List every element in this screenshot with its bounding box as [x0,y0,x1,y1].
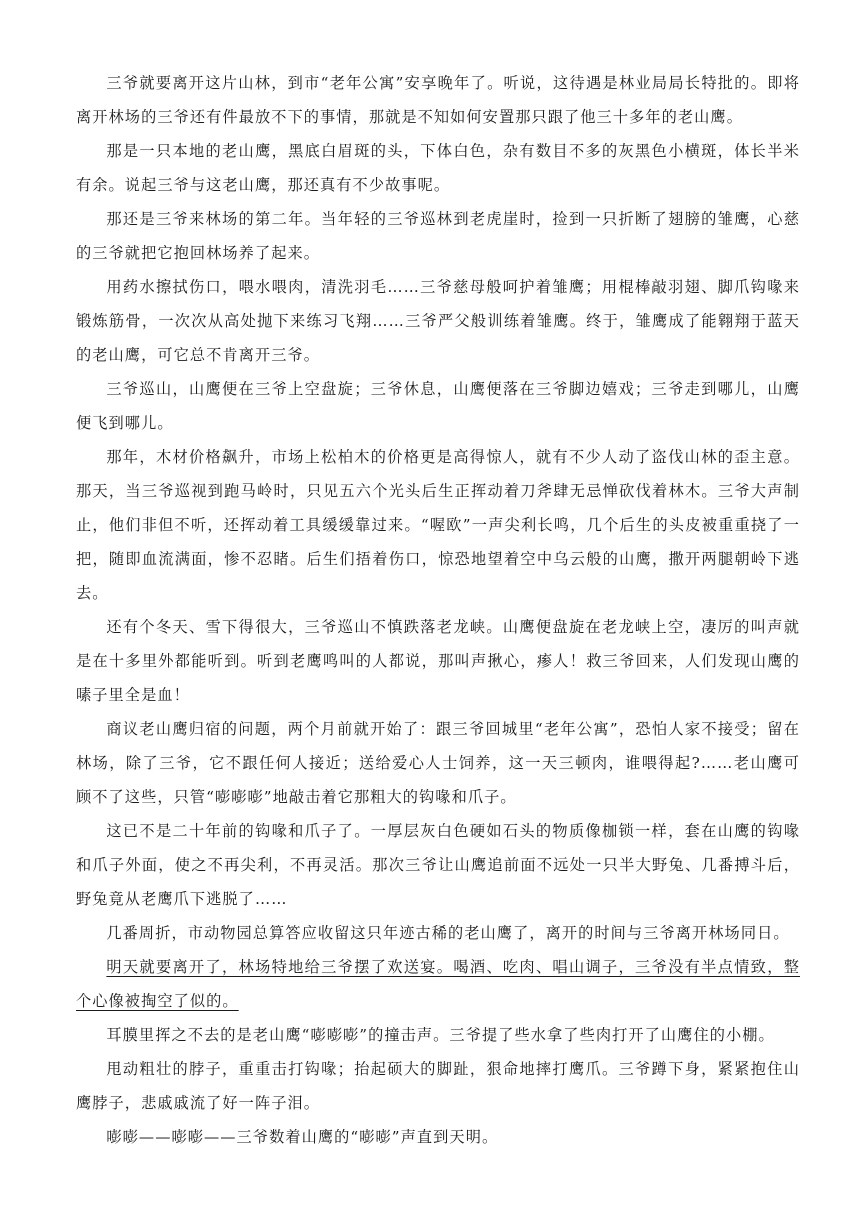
paragraph-13: 甩动粗壮的脖子，重重击打钩喙；抬起硕大的脚趾，狠命地摔打鹰爪。三爷蹲下身，紧紧抱住山鹰脖子，悲戚戚流了好一阵子泪。 [76,1060,800,1112]
paragraph-3: 那还是三爷来林场的第二年。当年轻的三爷巡林到老虎崖时，捡到一只折断了翅膀的雏鹰，心慈的三爷就把它抱回林场养了起来。 [76,210,800,262]
paragraph-9: 这已不是二十年前的钩喙和爪子了。一厚层灰白色硬如石头的物质像枷锁一样，套在山鹰的钩喙和爪子外面，使之不再尖利，不再灵活。那次三爷让山鹰追前面不远处一只半大野兔、几番搏斗后，野兔竟从老鹰爪下逃脱了…… [76,822,800,908]
paragraph-7: 还有个冬天、雪下得很大，三爷巡山不慎跌落老龙峡。山鹰便盘旋在老龙峡上空，凄厉的叫声就是在十多里外都能听到。听到老鹰鸣叫的人都说，那叫声揪心，瘆人！救三爷回来，人们发现山鹰的嗉子里全是血！ [76,618,800,704]
paragraph-1: 三爷就要离开这片山林，到市“老年公寓”安享晚年了。听说，这待遇是林业局局长特批的。即将离开林场的三爷还有件最放不下的事情，那就是不知如何安置那只跟了他三十多年的老山鹰。 [76,74,800,126]
paragraph-6: 那年，木材价格飙升，市场上松柏木的价格更是高得惊人，就有不少人动了盗伐山林的歪主意。那天，当三爷巡视到跑马岭时，只见五六个光头后生正挥动着刀斧肆无忌惮砍伐着林木。三爷大声制止，他们非但不听，还挥动着工具缓缓靠过来。“喔欧”一声尖利长鸣，几个后生的头皮被重重挠了一把，随即血流满面，惨不忍睹。后生们捂着伤口，惊恐地望着空中乌云般的山鹰，撒开两腿朝岭下逃去。 [76,448,800,602]
paragraph-5: 三爷巡山，山鹰便在三爷上空盘旋；三爷休息，山鹰便落在三爷脚边嬉戏；三爷走到哪儿，山鹰便飞到哪儿。 [76,380,800,432]
paragraph-4: 用药水擦拭伤口，喂水喂肉，清洗羽毛……三爷慈母般呵护着雏鹰；用棍棒敲羽翅、脚爪钩喙来锻炼筋骨，一次次从高处抛下来练习飞翔……三爷严父般训练着雏鹰。终于，雏鹰成了能翱翔于蓝天的老山鹰，可它总不肯离开三爷。 [76,278,800,364]
paragraph-11-underlined: 明天就要离开了，林场特地给三爷摆了欢送宴。喝酒、吃肉、唱山调子，三爷没有半点情致，整个心像被掏空了似的。 [76,958,800,1010]
paragraph-2: 那是一只本地的老山鹰，黑底白眉斑的头，下体白色，杂有数目不多的灰黑色小横斑，体长半米有余。说起三爷与这老山鹰，那还真有不少故事呢。 [76,142,800,194]
paragraph-10: 几番周折，市动物园总算答应收留这只年迹古稀的老山鹰了，离开的时间与三爷离开林场同日。 [106,924,790,942]
story-text [76,66,800,1154]
paragraph-8: 商议老山鹰归宿的问题，两个月前就开始了：跟三爷回城里“老年公寓”，恐怕人家不接受；留在林场，除了三爷，它不跟任何人接近；送给爱心人士饲养，这一天三顿肉，谁喂得起?……老山鹰可顾不了这些，只管“嘭嘭嘭”地敲击着它那粗大的钩喙和爪子。 [76,720,800,806]
paragraph-12: 耳膜里挥之不去的是老山鹰“嘭嘭嘭”的撞击声。三爷提了些水拿了些肉打开了山鹰住的小棚。 [106,1026,775,1044]
paragraph-14: 嘭嘭——嘭嘭——三爷数着山鹰的“嘭嘭”声直到天明。 [106,1128,499,1146]
